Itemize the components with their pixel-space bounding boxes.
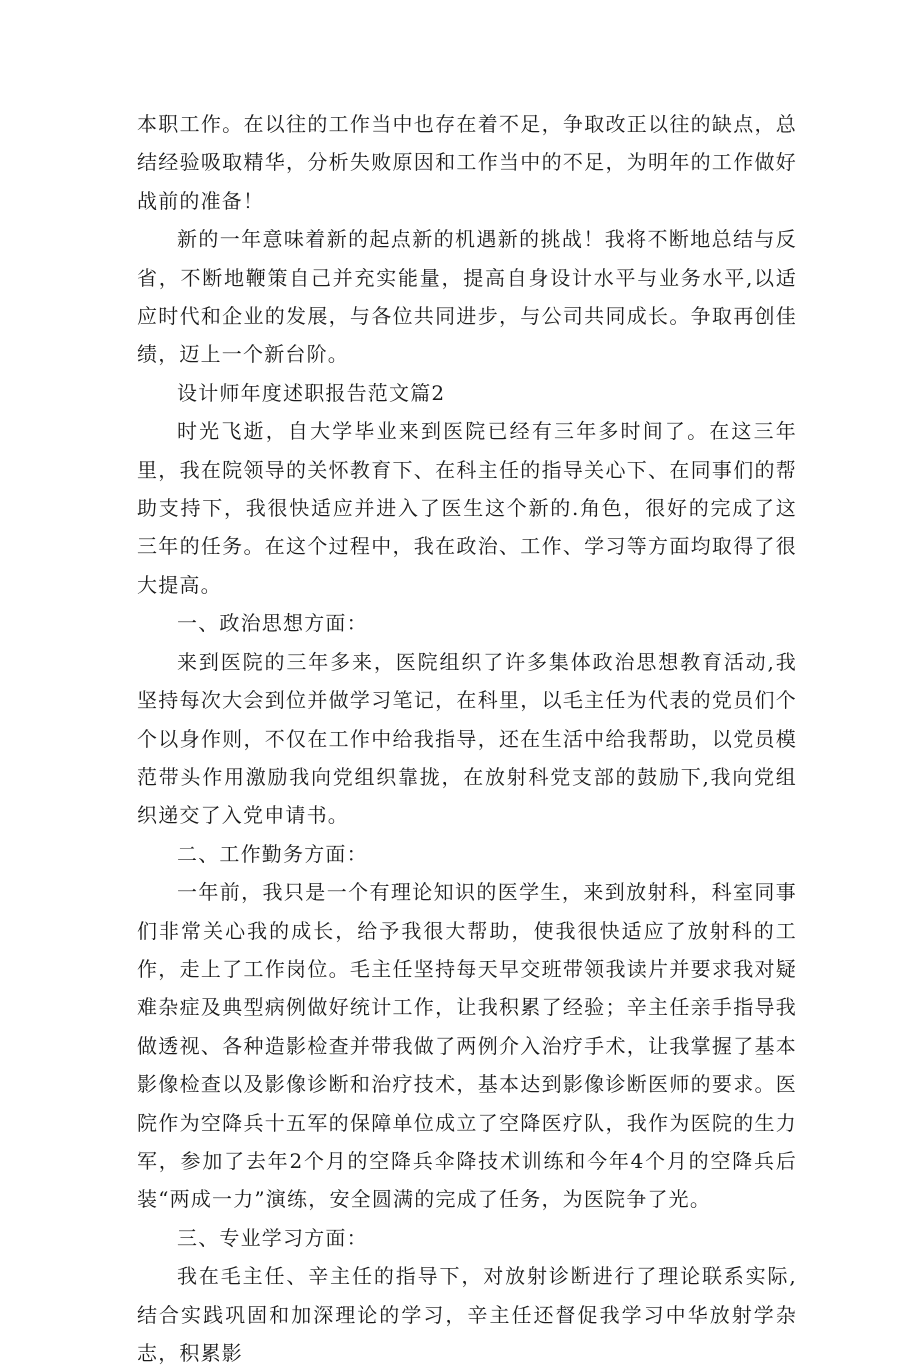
paragraph-work: 一年前，我只是一个有理论知识的医学生，来到放射科，科室同事们非常关心我的成长，给予我很大帮助，使我很快适应了放射科的工作，走上了工作岗位。毛主任坚持每天早交班带领我读片并要求我对疑难杂症及典型病例做好统计工作，让我积累了经验；辛主任亲手指导我做透视、各种造影检查并带我做了两例介入治疗手术，让我掌握了基本影像检查以及影像诊断和治疗技术，基本达到影像诊断医师的要求。医院作为空降兵十五军的保障单位成立了空降医疗队，我作为医院的生力军，参加了去年2个月的空降兵伞降技术训练和今年4个月的空降兵后装“两成一力”演练，安全圆满的完成了任务，为医院争了光。 xyxy=(137,880,797,1212)
paragraph-political: 来到医院的三年多来，医院组织了许多集体政治思想教育活动,我坚持每次大会到位并做学习笔记，在科里，以毛主任为代表的党员们个个以身作则，不仅在工作中给我指导，还在生活中给我帮助，以党员模范带头作用激励我向党组织靠拢，在放射科党支部的鼓励下,我向党组织递交了入党申请书。 xyxy=(137,649,797,828)
heading-study: 三、专业学习方面： xyxy=(177,1225,368,1250)
section-title: 设计师年度述职报告范文篇2 xyxy=(177,380,446,405)
paragraph-intro: 时光飞逝，自大学毕业来到医院已经有三年多时间了。在这三年里，我在院领导的关怀教育下、在科主任的指导关心下、在同事们的帮助支持下，我很快适应并进入了医生这个新的.角色，很好的完成了这三年的任务。在这个过程中，我在政治、工作、学习等方面均取得了很大提高。 xyxy=(137,419,797,597)
paragraph-continuation: 本职工作。在以往的工作当中也存在着不足，争取改正以往的缺点，总结经验吸取精华，分析失败原因和工作当中的不足，为明年的工作做好战前的准备！ xyxy=(137,112,797,213)
paragraph-new-year: 新的一年意味着新的起点新的机遇新的挑战！我将不断地总结与反省，不断地鞭策自己并充实能量，提高自身设计水平与业务水平,以适应时代和企业的发展，与各位共同进步，与公司共同成长。争取再创佳绩，迈上一个新台阶。 xyxy=(137,227,797,367)
document-body xyxy=(137,105,797,1372)
heading-political: 一、政治思想方面： xyxy=(177,611,368,636)
paragraph-study: 我在毛主任、辛主任的指导下，对放射诊断进行了理论联系实际,结合实践巩固和加深理论的学习，辛主任还督促我学习中华放射学杂志，积累影 xyxy=(137,1264,797,1365)
heading-work: 二、工作勤务方面： xyxy=(177,841,368,866)
